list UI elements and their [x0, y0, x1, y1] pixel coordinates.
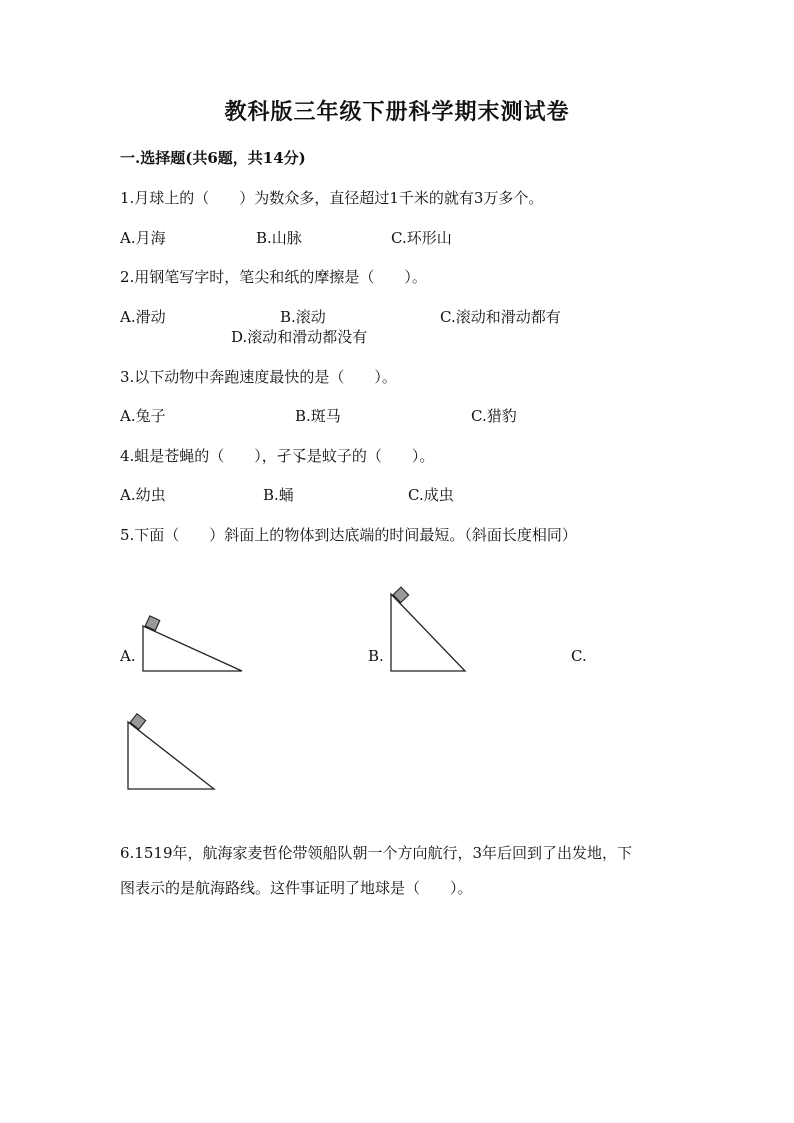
q2-option-a: A.滑动 [120, 308, 166, 326]
figure-label-a: A. [120, 647, 136, 665]
q4-option-c: C.成虫 [408, 486, 454, 504]
incline-figure-c [120, 710, 222, 795]
q2-option-c: C.滚动和滑动都有 [440, 308, 561, 326]
incline-figure-b [383, 580, 473, 678]
figure-label-c: C. [571, 647, 587, 665]
q2-option-d: D.滚动和滑动都没有 [231, 328, 368, 346]
question-4: 4.蛆是苍蝇的（ ），孑孓是蚊子的（ ）。 [120, 447, 435, 465]
q1-option-a: A.月海 [120, 229, 166, 247]
q1-option-c: C.环形山 [391, 229, 452, 247]
figure-label-b: B. [368, 647, 384, 665]
question-6-line-1: 6.1519年，航海家麦哲伦带领船队朝一个方向航行，3年后回到了出发地，下 [120, 844, 633, 862]
block-icon [393, 587, 409, 603]
question-1: 1.月球上的（ ）为数众多，直径超过1千米的就有3万多个。 [120, 189, 544, 207]
question-6-line-2: 图表示的是航海路线。这件事证明了地球是（ ）。 [120, 879, 473, 897]
q3-option-a: A.兔子 [120, 407, 166, 425]
incline-figure-a [135, 612, 250, 678]
q4-option-a: A.幼虫 [120, 486, 166, 504]
block-icon [130, 714, 145, 729]
question-5: 5.下面（ ）斜面上的物体到达底端的时间最短。（斜面长度相同） [120, 526, 577, 544]
section-heading: 一.选择题(共6题，共14分) [120, 149, 306, 167]
q3-option-b: B.斑马 [295, 407, 341, 425]
q2-option-b: B.滚动 [280, 308, 326, 326]
q1-option-b: B.山脉 [256, 229, 302, 247]
q4-option-b: B.蛹 [263, 486, 294, 504]
question-3: 3.以下动物中奔跑速度最快的是（ ）。 [120, 368, 397, 386]
question-2: 2.用钢笔写字时，笔尖和纸的摩擦是（ ）。 [120, 268, 427, 286]
q3-option-c: C.猎豹 [471, 407, 517, 425]
page-title: 教科版三年级下册科学期末测试卷 [224, 99, 570, 125]
